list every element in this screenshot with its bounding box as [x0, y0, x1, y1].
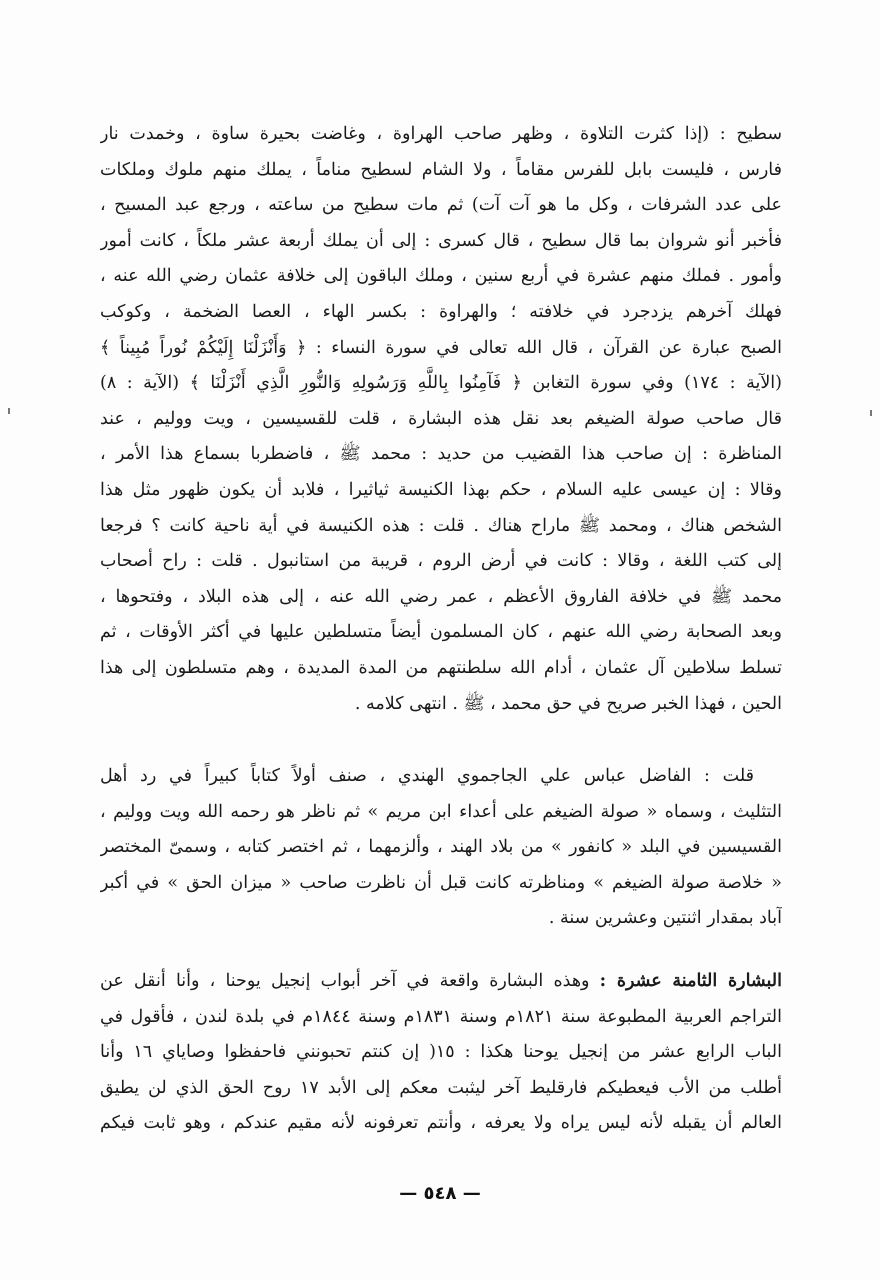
text-line: فهلك آخرهم يزدجرد في خلافته ؛ والهراوة : بكسر الهاء ، العصا الضخمة ، وكوكب — [100, 301, 782, 322]
text-line: المناظرة : إن صاحب هذا القضيب من حديد : محمد ﷺ ، فاضطربا بسماع هذا الأمر ، — [100, 444, 782, 465]
text-line — [100, 964, 782, 1000]
margin-mark — [8, 408, 10, 414]
text-line: الصبح عبارة عن القرآن ، قال الله تعالى في سورة النساء : ﴿ وَأَنْزَلْنَا إِلَيْكُمْ نُوراً مُبِيناً ﴾ — [100, 337, 782, 358]
text-line: إلى كتب اللغة ، وقالا : كانت في أرض الروم ، قريبة من استانبول . قلت : راح أصحاب — [100, 551, 782, 572]
text-line: سطيح : (إذا كثرت التلاوة ، وظهر صاحب الهراوة ، وغاضت بحيرة ساوة ، وخمدت نار — [100, 124, 782, 144]
margin-mark — [870, 410, 872, 416]
text-line: آباد بمقدار اثنتين وعشرين سنة . — [548, 908, 782, 929]
text-line: قال صاحب صولة الضيغم بعد نقل هذه البشارة ، قلت للقسيسين ، ويت ووليم ، عند — [100, 408, 782, 429]
text-run: وهذه البشارة واقعة في آخر أبواب إنجيل يوحنا ، وأنا أنقل عن — [100, 971, 600, 991]
text-line: على عدد الشرفات ، وكل ما هو آت آت) ثم مات سطيح من ساعته ، ورجع عبد المسيح ، — [100, 195, 782, 216]
page-number: — ٥٤٨ — — [399, 1183, 481, 1204]
text-line: (الآية : ١٧٤) وفي سورة التغابن ﴿ فَآمِنُوا بِاللَّهِ وَرَسُولِهِ وَالنُّورِ الَّذِي أَنْزَلْنَا ﴾ (الآية : ٨) — [100, 373, 782, 394]
text-line: قلت : الفاضل عباس علي الجاجموي الهندي ، صنف أولاً كتاباً كبيراً في رد أهل — [100, 766, 754, 786]
text-line: وأمور . فملك منهم عشرة في أربع سنين ، وملك الباقون إلى خلافة عثمان رضي الله عنه ، — [100, 266, 782, 287]
text-line: الباب الرابع عشر من إنجيل يوحنا هكذا : ١٥( إن كنتم تحبونني فاحفظوا وصاياي ١٦ وأنا — [100, 1042, 782, 1063]
text-line: وبعد الصحابة رضي الله عنهم ، كان المسلمون أيضاً متسلطين عليها في أكثر الأوقات ، ثم — [100, 622, 782, 643]
text-line: « خلاصة صولة الضيغم » ومناظرته كانت قبل أن ناظرت صاحب « ميزان الحق » في أكبر — [100, 872, 782, 893]
paragraph-eighteenth-glad-tiding — [100, 964, 782, 1142]
text-line: محمد ﷺ في خلافة الفاروق الأعظم ، عمر رضي الله عنه ، إلى هذه البلاد ، وفتحوها ، — [100, 586, 782, 607]
text-line: العالم أن يقبله لأنه ليس يراه ولا يعرفه ، وأنتم تعرفونه لأنه مقيم عندكم ، وهو ثابت فيكم — [100, 1113, 782, 1134]
text-line: أطلب من الأب فيعطيكم فارقليط آخر ليثبت معكم إلى الأبد ١٧ روح الحق الذي لن يطيق — [100, 1077, 782, 1098]
text-line: الشخص هناك ، ومحمد ﷺ ماراح هناك . قلت : هذه الكنيسة في أية ناحية كانت ؟ فرجعا — [100, 515, 782, 536]
text-line: التثليث ، وسماه « صولة الضيغم على أعداء ابن مريم » ثم ناظر هو رحمه الله ويت ووليم ، — [100, 801, 782, 822]
text-line: فارس ، فليست بابل للفرس مقاماً ، ولا الشام لسطيح مناماً ، يملك منهم ملوك وملكات — [100, 159, 782, 180]
text-line: فأخبر أنو شروان بما قال سطيح ، قال كسرى : إلى أن يملك أربعة عشر ملكاً ، كانت أمور — [100, 230, 782, 251]
text-line: القسيسين في البلد « كانفور » من بلاد الهند ، وألزمهما ، ثم اختصر كتابه ، وسمىّ المختصر — [100, 837, 782, 858]
paragraph-satih-prophecy — [100, 117, 782, 722]
text-line: الحين ، فهذا الخبر صريح في حق محمد ، ﷺ . انتهى كلامه . — [354, 693, 782, 714]
text-line: وقالا : إن عيسى عليه السلام ، حكم بهذا الكنيسة ثياثيرا ، فلابد أن يكون ظهور مثل هذا — [100, 479, 782, 500]
paragraph-author-note — [100, 759, 782, 937]
text-line: التراجم العربية المطبوعة سنة ١٨٢١م وسنة ١٨٣١م وسنة ١٨٤٤م في بلدة لندن ، فأقول في — [100, 1006, 782, 1027]
section-heading: البشارة الثامنة عشرة : — [599, 971, 782, 991]
text-line: تسلط سلاطين آل عثمان ، أدام الله سلطنتهم من المدة المديدة ، وهم متسلطون إلى هذا — [100, 657, 782, 678]
